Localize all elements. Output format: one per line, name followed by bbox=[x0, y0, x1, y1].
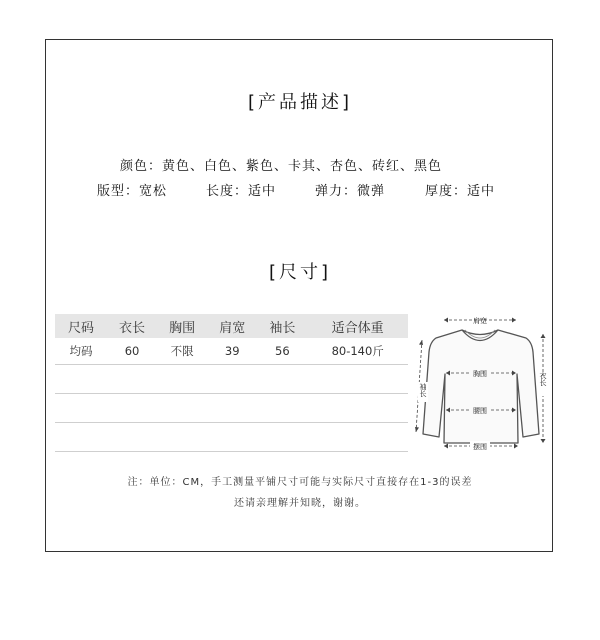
header-shoulder: 肩宽 bbox=[207, 314, 257, 338]
table-cell bbox=[157, 394, 207, 423]
table-row bbox=[55, 394, 408, 423]
attr-fit: 版型：宽松 bbox=[97, 184, 168, 199]
table-cell bbox=[55, 365, 107, 394]
table-cell bbox=[157, 365, 207, 394]
table-cell: 56 bbox=[257, 338, 307, 365]
attr-length: 长度：适中 bbox=[206, 184, 277, 199]
table-cell: 39 bbox=[207, 338, 257, 365]
table-cell bbox=[257, 423, 307, 452]
hem-label: 摆围 bbox=[473, 443, 487, 451]
table-row bbox=[55, 338, 408, 365]
table-cell bbox=[107, 423, 157, 452]
header-size: 尺码 bbox=[55, 314, 107, 338]
header-chest: 胸围 bbox=[157, 314, 207, 338]
shoulder-label: 肩宽 bbox=[473, 317, 487, 325]
table-row bbox=[55, 365, 408, 394]
table-cell bbox=[207, 394, 257, 423]
table-cell bbox=[55, 423, 107, 452]
table-row bbox=[55, 423, 408, 452]
table-cell bbox=[307, 423, 408, 452]
table-cell: 60 bbox=[107, 338, 157, 365]
note-line-2: 还请亲理解并知晓，谢谢。 bbox=[234, 498, 366, 509]
attr-stretch: 弹力：微弹 bbox=[315, 184, 386, 199]
table-cell: 80-140斤 bbox=[307, 338, 408, 365]
waist-label: 腰围 bbox=[473, 407, 487, 415]
table-cell bbox=[307, 394, 408, 423]
table-cell bbox=[107, 365, 157, 394]
size-table bbox=[55, 314, 408, 452]
table-cell bbox=[107, 394, 157, 423]
chest-label: 胸围 bbox=[473, 370, 487, 378]
attr-thickness: 厚度：适中 bbox=[425, 184, 496, 199]
length-label: 衣长 bbox=[539, 372, 547, 386]
table-cell bbox=[257, 365, 307, 394]
description-title: [产品描述] bbox=[247, 92, 353, 113]
table-cell: 不限 bbox=[157, 338, 207, 365]
table-cell bbox=[55, 394, 107, 423]
header-weight: 适合体重 bbox=[307, 314, 408, 338]
table-cell bbox=[207, 365, 257, 394]
garment-diagram bbox=[410, 306, 555, 456]
table-cell bbox=[257, 394, 307, 423]
table-cell bbox=[307, 365, 408, 394]
sleeve-label: 袖长 bbox=[419, 383, 427, 397]
table-cell bbox=[157, 423, 207, 452]
header-length: 衣长 bbox=[107, 314, 157, 338]
note-line-1: 注：单位：CM，手工测量平铺尺寸可能与实际尺寸直接存在1-3的误差 bbox=[127, 477, 473, 488]
size-table-header-row bbox=[55, 314, 408, 338]
table-cell: 均码 bbox=[55, 338, 107, 365]
colors-line: 颜色：黄色、白色、紫色、卡其、杏色、砖红、黑色 bbox=[120, 159, 443, 174]
header-sleeve: 袖长 bbox=[257, 314, 307, 338]
sweater-outline bbox=[423, 330, 539, 443]
size-title: [尺寸] bbox=[268, 262, 332, 283]
table-cell bbox=[207, 423, 257, 452]
